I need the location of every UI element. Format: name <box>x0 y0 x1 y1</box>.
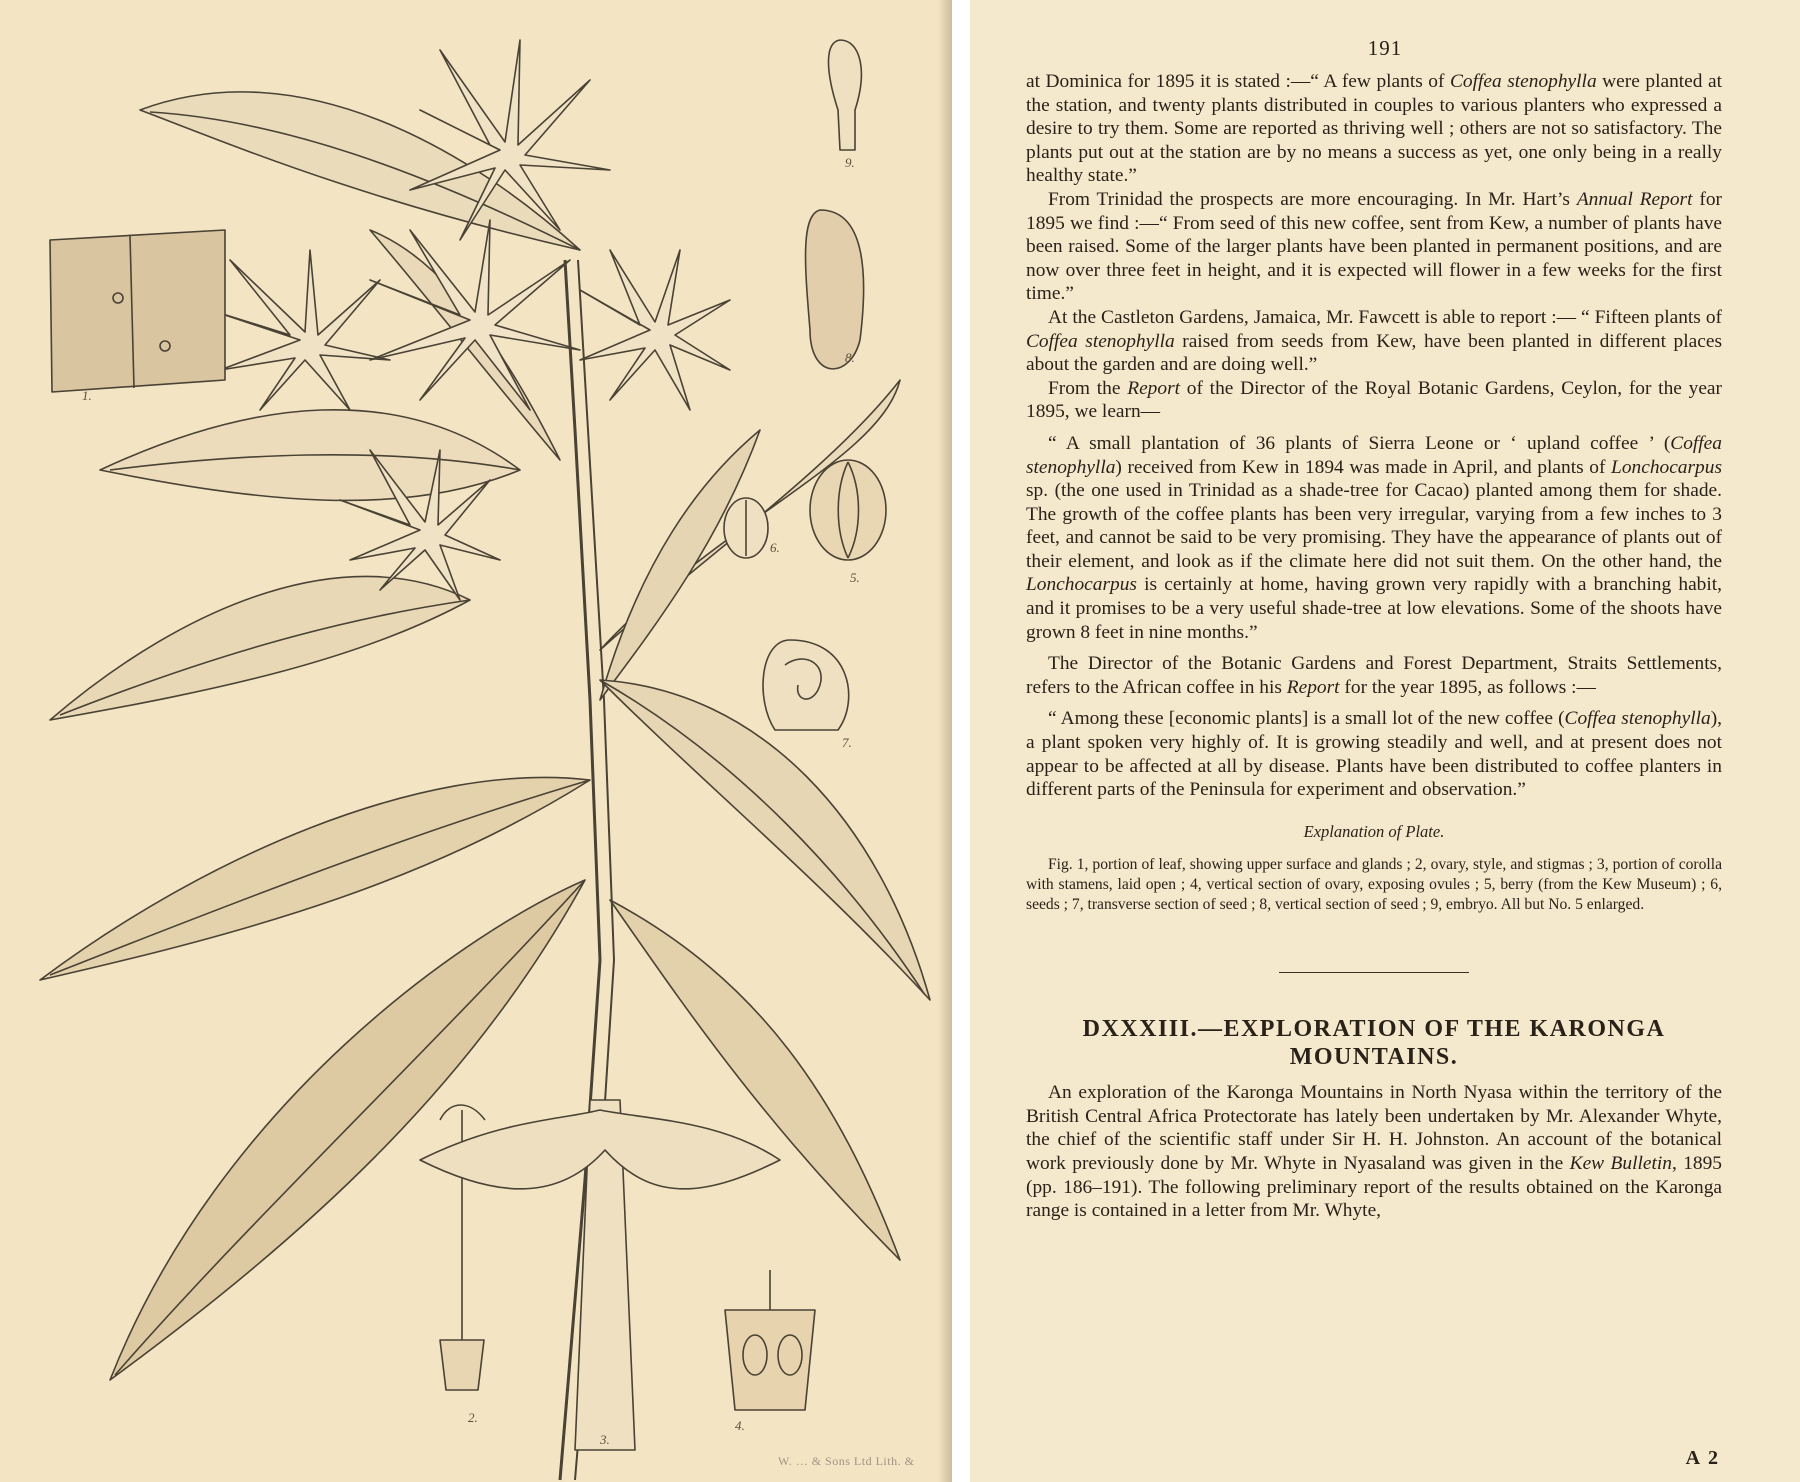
figure-label: 3. <box>600 1432 610 1447</box>
figure-1-leaf-portion <box>50 230 225 392</box>
flower-right <box>580 250 730 410</box>
flower-left <box>210 250 390 410</box>
figure-label: 4. <box>735 1418 745 1433</box>
quoted-paragraph: “ Among these [economic plants] is a small lot of the new coffee (Coffea stenophylla), a plant spoken very highly of. It is growing steadily and well, and at present does not appear to be affected at all by disease. Plants have been distributed to coffee planters in different parts of the Peninsula for experiment and observation.” <box>1026 708 1722 801</box>
paragraph: From the Report of the Director of the Royal Botanic Gardens, Ceylon, for the year 1895, we learn— <box>1026 377 1722 423</box>
page-number: 191 <box>1367 36 1403 60</box>
section-heading: DXXXIII.—EXPLORATION OF THE KARONGA MOUNTAINS. <box>1082 1016 1666 1071</box>
page-body <box>1026 70 1722 1223</box>
signature-mark: A 2 <box>1685 1447 1720 1469</box>
paragraph: From Trinidad the prospects are more encouraging. In Mr. Hart’s Annual Report for 1895 we find :—“ From seed of this new coffee, sent from Kew, a number of plants have been raised. Some of the larger plants have been planted in permanent positions, and are now over three feet in height, and it is expected will flower in a few weeks for the first time.” <box>1026 188 1723 305</box>
quoted-paragraph: “ A small plantation of 36 plants of Sierra Leone or ‘ upland coffee ’ (Coffea stenophylla) received from Kew in 1894 was made in April, and plants of Lonchocarpus sp. (the one used in Trinidad as a shade-tree for Cacao) planted among them for shade. The growth of the coffee plants has been very irregular, varying from a few inches to 3 feet, and cannot be said to be very promising. They have the appearance of plants out of their element, and look as if the climate here did not suit them. On the other hand, the Lonchocarpus is certainly at home, having grown very rapidly with a branching habit, and it promises to be a very useful shade-tree at low elevations. Some of the shoots have grown 8 feet in nine months.” <box>1026 432 1722 643</box>
paragraph: An exploration of the Karonga Mountains in North Nyasa within the territory of the British Central Africa Protectorate has lately been undertaken by Mr. Alexander Whyte, the chief of the scientific staff under Sir H. H. Johnston. An account of the botanical work previously done by Mr. Whyte in Nyasaland was given in the Kew Bulletin, 1895 (pp. 186–191). The following preliminary report of the results obtained on the Karonga range is contained in a letter from Mr. Whyte, <box>1026 1082 1722 1222</box>
figure-label: 7. <box>842 735 852 750</box>
leaf <box>600 430 760 700</box>
section-divider <box>1279 972 1469 973</box>
lithographer-imprint: W. … & Sons Ltd Lith. & <box>778 1454 915 1468</box>
figure-9-embryo <box>828 40 861 150</box>
paragraph: At the Castleton Gardens, Jamaica, Mr. Fawcett is able to report :— “ Fifteen plants of Coffea stenophylla raised from seeds from Kew, have been planted in different places about the garden and are doing well.” <box>1026 306 1722 376</box>
plate-caption: Fig. 1, portion of leaf, showing upper surface and glands ; 2, ovary, style, and stigmas ; 3, portion of corolla with stamens, laid open ; 4, vertical section of ovary, exposing ovules ; 5, berry (from the Kew Museum) ; 6, seeds ; 7, transverse section of seed ; 8, vertical section of seed ; 9, embryo. All but No. 5 enlarged. <box>1026 856 1722 913</box>
leaf <box>50 576 470 720</box>
paragraph: at Dominica for 1895 it is stated :—“ A few plants of Coffea stenophylla were planted at the station, and twenty plants distributed in couples to various planters who expressed a desire to try them. Some are reported as thriving well ; others are not so satisfactory. The plants put out at the station are by no means a success as yet, one only being in a really healthy state.” <box>1026 71 1722 187</box>
figure-8-section <box>806 210 864 369</box>
figure-label: 8. <box>845 350 855 365</box>
figure-5-berry <box>810 460 886 560</box>
explanation-title: Explanation of Plate. <box>1303 821 1445 841</box>
text-page <box>970 0 1800 1482</box>
leaf <box>610 900 900 1260</box>
figure-7-transverse <box>763 640 849 730</box>
figure-label: 1. <box>82 388 92 403</box>
figure-label: 2. <box>468 1410 478 1425</box>
paragraph: The Director of the Botanic Gardens and Forest Department, Straits Settlements, refers to the African coffee in his Report for the year 1895, as follows :— <box>1026 653 1722 698</box>
figure-label: 9. <box>845 155 855 170</box>
figure-label: 5. <box>850 570 860 585</box>
figure-label: 6. <box>770 540 780 555</box>
